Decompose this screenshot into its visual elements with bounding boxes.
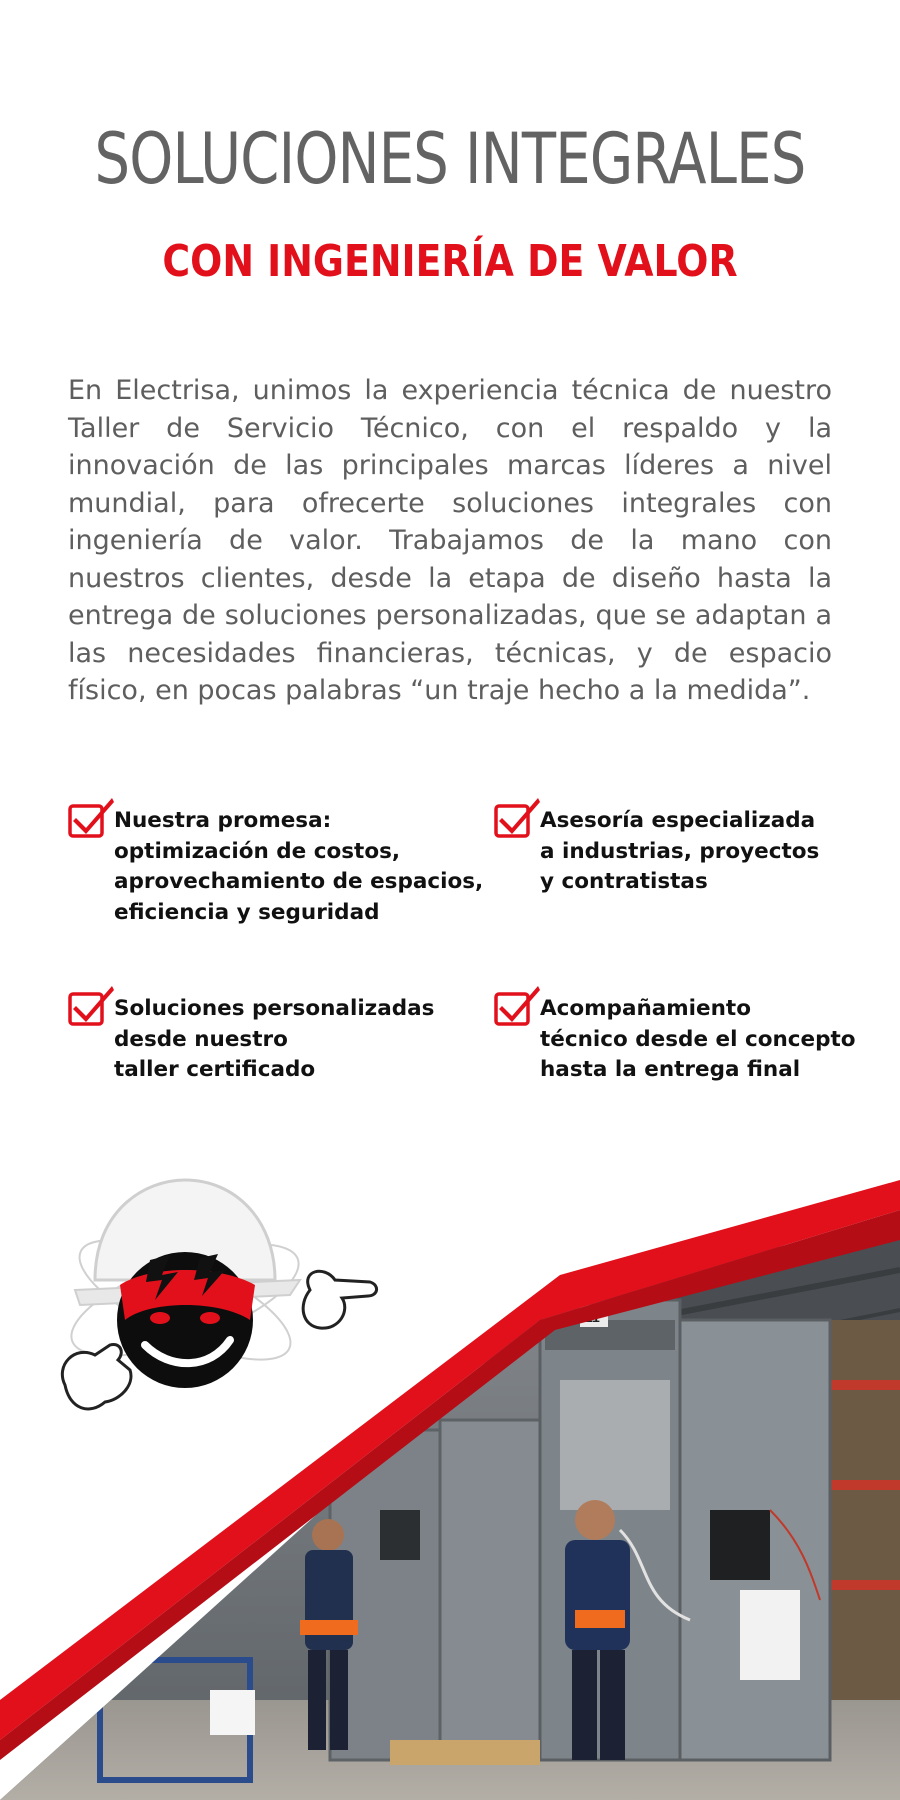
intro-text xyxy=(68,372,832,710)
feature-item xyxy=(494,982,856,1086)
checkmark-icon xyxy=(494,982,542,1028)
feature-text: Soluciones personalizadas desde nuestro taller certificado xyxy=(114,996,435,1082)
feature-item xyxy=(68,794,483,928)
feature-text: Asesoría especializada a industrias, proyectos y contratistas xyxy=(540,808,820,894)
checkmark-icon xyxy=(68,794,116,840)
feature-item xyxy=(68,982,434,1086)
feature-text: Nuestra promesa: optimización de costos, aprovechamiento de espacios, eficiencia y seguridad xyxy=(114,808,484,925)
mascot-illustration xyxy=(50,1170,380,1440)
page-title: SOLUCIONES INTEGRALES xyxy=(94,118,806,200)
intro-paragraph: En Electrisa, unimos la experiencia técnica de nuestro Taller de Servicio Técnico, con el respaldo y la innovación de las principales marcas líderes a nivel mundial, para ofrecerte soluciones integrales con ingeniería de valor. Trabajamos de la mano con nuestros clientes, desde la etapa de diseño hasta la entrega de soluciones personalizadas, que se adaptan a las necesidades financieras, técnicas, y de espacio físico, en pocas palabras “un traje hecho a la medida”. xyxy=(68,375,832,706)
checkmark-icon xyxy=(68,982,116,1028)
feature-text: Acompañamiento técnico desde el concepto hasta la entrega final xyxy=(540,996,856,1082)
checkmark-icon xyxy=(494,794,542,840)
page-subtitle: CON INGENIERÍA DE VALOR xyxy=(162,236,738,287)
feature-item xyxy=(494,794,819,898)
